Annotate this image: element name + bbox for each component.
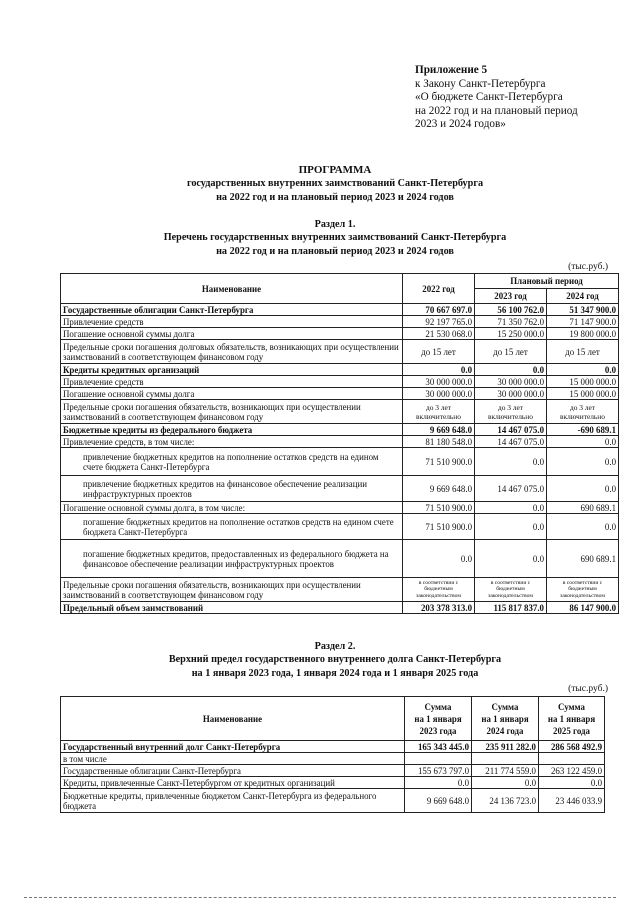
row-value: 165 343 445.0 xyxy=(405,741,472,753)
row-value: 155 673 797.0 xyxy=(405,765,472,777)
row-value: 286 568 492.9 xyxy=(539,741,605,753)
row-value: 0.0 xyxy=(475,364,547,376)
section1-title: Раздел 1. xyxy=(314,219,356,230)
debt-limit-table xyxy=(60,696,605,813)
debt-row xyxy=(61,753,605,765)
row-label: Бюджетные кредиты из федерального бюджета xyxy=(61,424,403,436)
row-value: 690 689.1 xyxy=(547,540,619,578)
row-label: Государственный внутренний долг Санкт-Петербурга xyxy=(61,741,405,753)
col-header-name: Наименование xyxy=(61,274,403,304)
row-label: Предельные сроки погашения долговых обязательств, возникающих при осуществлении заимствований в соответствующем финансовом году xyxy=(61,340,403,364)
row-value: до 3 лет включительно xyxy=(475,400,547,424)
appendix-line: к Закону Санкт-Петербурга xyxy=(415,77,546,90)
row-label: Предельные сроки погашения обязательств, возникающих при осуществлении заимствований в соответствующем финансовом году xyxy=(61,578,403,602)
page-bottom-rule xyxy=(24,897,616,898)
row-label: Привлечение средств, в том числе: xyxy=(61,436,403,448)
col-header-name: Наименование xyxy=(61,697,405,741)
section2-heading xyxy=(40,640,630,680)
col-header-2022: 2022 год xyxy=(403,274,475,304)
row-value: до 3 лет включительно xyxy=(547,400,619,424)
borrowing-row xyxy=(61,304,619,316)
col-header-planned: Плановый период xyxy=(475,274,619,289)
row-value: 0.0 xyxy=(403,540,475,578)
row-value: 211 774 559.0 xyxy=(472,765,539,777)
appendix-line: 2023 и 2024 годов» xyxy=(415,118,506,131)
borrowing-row xyxy=(61,328,619,340)
borrowing-row xyxy=(61,316,619,328)
debt-row xyxy=(61,777,605,789)
row-value: до 15 лет xyxy=(403,340,475,364)
row-value: 263 122 459.0 xyxy=(539,765,605,777)
debt-row xyxy=(61,741,605,753)
row-value: 24 136 723.0 xyxy=(472,789,539,813)
row-value: 30 000 000.0 xyxy=(403,376,475,388)
borrowing-row xyxy=(61,400,619,424)
row-value: до 3 лет включительно xyxy=(403,400,475,424)
program-subtitle: на 2022 год и на плановый период 2023 и 2024 годов xyxy=(216,191,454,203)
row-value: в соответствии с бюджетным законодательством xyxy=(475,578,547,602)
row-value: 0.0 xyxy=(539,777,605,789)
row-value: 15 000 000.0 xyxy=(547,388,619,400)
appendix-title: Приложение 5 xyxy=(415,64,488,76)
row-value: 19 800 000.0 xyxy=(547,328,619,340)
col-header-2023: 2023 год xyxy=(475,289,547,304)
borrowings-table xyxy=(60,273,619,614)
row-value: 0.0 xyxy=(405,777,472,789)
row-value: 9 669 648.0 xyxy=(403,424,475,436)
row-value: 71 350 762.0 xyxy=(475,316,547,328)
row-label: погашение бюджетных кредитов на пополнение остатков средств на едином счете бюджета Санкт-Петербурга xyxy=(61,514,403,540)
section2-subtitle: на 1 января 2023 года, 1 января 2024 года и 1 января 2025 года xyxy=(191,667,479,679)
col-header-sum-2025: Сумма на 1 января 2025 года xyxy=(539,697,605,741)
borrowing-row xyxy=(61,376,619,388)
row-value: 30 000 000.0 xyxy=(403,388,475,400)
borrowing-row xyxy=(61,602,619,614)
appendix-block xyxy=(415,64,625,132)
row-value: до 15 лет xyxy=(475,340,547,364)
borrowing-row xyxy=(61,340,619,364)
row-label: привлечение бюджетных кредитов на финансовое обеспечение реализации инфраструктурных проектов xyxy=(61,476,403,502)
row-value: 14 467 075.0 xyxy=(475,476,547,502)
program-subtitle: государственных внутренних заимствований Санкт-Петербурга xyxy=(186,178,484,190)
row-value: 9 669 648.0 xyxy=(405,789,472,813)
row-value: 0.0 xyxy=(547,436,619,448)
row-value: 0.0 xyxy=(475,448,547,476)
row-value: 71 510 900.0 xyxy=(403,514,475,540)
row-label: Кредиты, привлеченные Санкт-Петербургом от кредитных организаций xyxy=(61,777,405,789)
row-value xyxy=(539,753,605,765)
borrowing-row xyxy=(61,436,619,448)
row-value xyxy=(472,753,539,765)
row-value: 51 347 900.0 xyxy=(547,304,619,316)
borrowing-row xyxy=(61,448,619,476)
row-label: привлечение бюджетных кредитов на пополнение остатков средств на едином счете бюджета Санкт-Петербурга xyxy=(61,448,403,476)
row-value: до 15 лет xyxy=(547,340,619,364)
col-header-2024: 2024 год xyxy=(547,289,619,304)
row-value: 0.0 xyxy=(475,540,547,578)
section1-heading xyxy=(40,218,630,258)
row-label: Погашение основной суммы долга, в том числе: xyxy=(61,502,403,514)
row-value: 0.0 xyxy=(547,364,619,376)
row-value: 0.0 xyxy=(472,777,539,789)
row-value: 0.0 xyxy=(403,364,475,376)
row-value: 0.0 xyxy=(475,502,547,514)
borrowing-row xyxy=(61,388,619,400)
row-value: в соответствии с бюджетным законодательством xyxy=(403,578,475,602)
borrowing-row xyxy=(61,502,619,514)
row-value: 23 446 033.9 xyxy=(539,789,605,813)
row-value: 0.0 xyxy=(547,448,619,476)
col-header-sum-2024: Сумма на 1 января 2024 года xyxy=(472,697,539,741)
borrowing-row xyxy=(61,476,619,502)
row-label: Государственные облигации Санкт-Петербурга xyxy=(61,304,403,316)
borrowing-row xyxy=(61,578,619,602)
row-value: 15 000 000.0 xyxy=(547,376,619,388)
row-value: 14 467 075.0 xyxy=(475,436,547,448)
appendix-line: на 2022 год и на плановый период xyxy=(415,104,578,117)
debt-row xyxy=(61,765,605,777)
row-value: 71 510 900.0 xyxy=(403,502,475,514)
row-label: в том числе xyxy=(61,753,405,765)
row-value: 115 817 837.0 xyxy=(475,602,547,614)
program-heading xyxy=(40,164,630,204)
row-value: 71 510 900.0 xyxy=(403,448,475,476)
row-value: в соответствии с бюджетным законодательством xyxy=(547,578,619,602)
row-label: Государственные облигации Санкт-Петербурга xyxy=(61,765,405,777)
row-label: Погашение основной суммы долга xyxy=(61,388,403,400)
row-value: 0.0 xyxy=(475,514,547,540)
row-label: Привлечение средств xyxy=(61,316,403,328)
row-value: 21 530 068.0 xyxy=(403,328,475,340)
row-value: 81 180 548.0 xyxy=(403,436,475,448)
row-value: 690 689.1 xyxy=(547,502,619,514)
row-value: 9 669 648.0 xyxy=(403,476,475,502)
row-value: -690 689.1 xyxy=(547,424,619,436)
row-label: погашение бюджетных кредитов, предоставленных из федерального бюджета на финансовое обеспечение реализации инфраструктурных проектов xyxy=(61,540,403,578)
section2-unit: (тыс.руб.) xyxy=(568,684,608,694)
borrowing-row xyxy=(61,364,619,376)
row-label: Погашение основной суммы долга xyxy=(61,328,403,340)
row-value: 70 667 697.0 xyxy=(403,304,475,316)
row-value: 15 250 000.0 xyxy=(475,328,547,340)
row-value: 235 911 282.0 xyxy=(472,741,539,753)
appendix-line: «О бюджете Санкт-Петербурга xyxy=(415,91,563,104)
row-label: Бюджетные кредиты, привлеченные бюджетом Санкт-Петербурга из федерального бюджета xyxy=(61,789,405,813)
row-label: Предельный объем заимствований xyxy=(61,602,403,614)
row-label: Привлечение средств xyxy=(61,376,403,388)
section1-subtitle: на 2022 год и на плановый период 2023 и 2024 годов xyxy=(216,245,454,257)
row-value: 92 197 765.0 xyxy=(403,316,475,328)
section2-title: Раздел 2. xyxy=(314,641,356,652)
row-value: 14 467 075.0 xyxy=(475,424,547,436)
row-value: 71 147 900.0 xyxy=(547,316,619,328)
row-value: 0.0 xyxy=(547,476,619,502)
row-value: 86 147 900.0 xyxy=(547,602,619,614)
program-title: ПРОГРАММА xyxy=(298,164,372,176)
borrowing-row xyxy=(61,540,619,578)
debt-row xyxy=(61,789,605,813)
row-value xyxy=(405,753,472,765)
row-value: 30 000 000.0 xyxy=(475,388,547,400)
row-value: 56 100 762.0 xyxy=(475,304,547,316)
section2-subtitle: Верхний предел государственного внутреннего долга Санкт-Петербурга xyxy=(168,654,502,666)
section1-subtitle: Перечень государственных внутренних заимствований Санкт-Петербурга xyxy=(163,232,507,244)
row-value: 30 000 000.0 xyxy=(475,376,547,388)
borrowing-row xyxy=(61,514,619,540)
borrowing-row xyxy=(61,424,619,436)
row-value: 0.0 xyxy=(547,514,619,540)
section1-unit: (тыс.руб.) xyxy=(568,262,608,272)
row-value: 203 378 313.0 xyxy=(403,602,475,614)
col-header-sum-2023: Сумма на 1 января 2023 года xyxy=(405,697,472,741)
row-label: Кредиты кредитных организаций xyxy=(61,364,403,376)
row-label: Предельные сроки погашения обязательств, возникающих при осуществлении заимствований в соответствующем финансовом году xyxy=(61,400,403,424)
